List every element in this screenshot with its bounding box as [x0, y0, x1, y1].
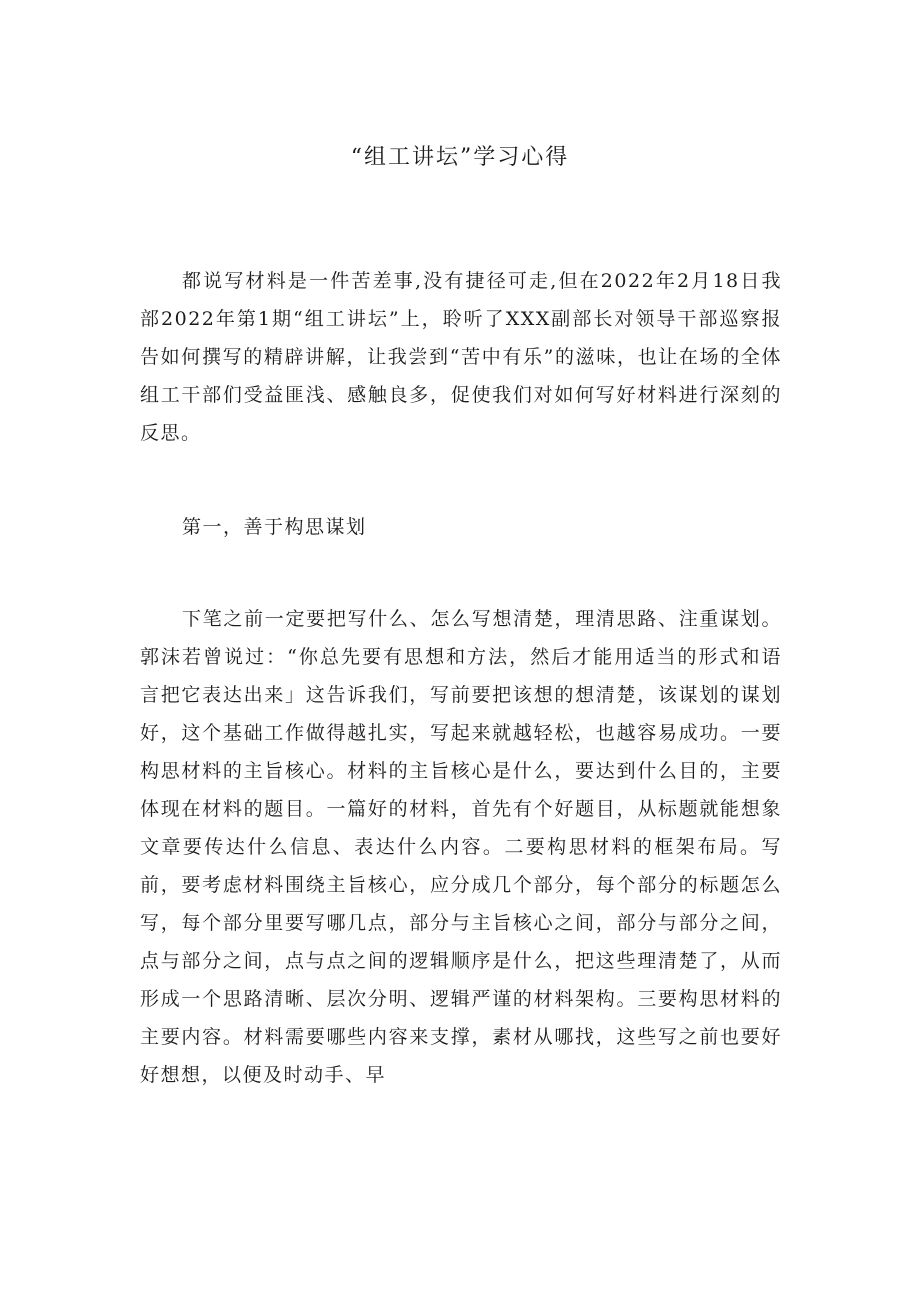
section-body-paragraph: 下笔之前一定要把写什么、怎么写想清楚，理清思路、注重谋划。郭沫若曾说过：“你总先要有思想和方法，然后才能用适当的形式和语言把它表达出来」这告诉我们，写前要把该想的想清楚，该谋划的谋划好，这个基础工作做得越扎实，写起来就越轻松，也越容易成功。一要构思材料的主旨核心。材料的主旨核心是什么，要达到什么目的，主要体现在材料的题目。一篇好的材料，首先有个好题目，从标题就能想象文章要传达什么信息、表达什么内容。二要构思材料的框架布局。写前，要考虑材料围绕主旨核心，应分成几个部分，每个部分的标题怎么写，每个部分里要写哪几点，部分与主旨核心之间，部分与部分之间，点与部分之间，点与点之间的逻辑顺序是什么，把这些理清楚了，从而形成一个思路清晰、层次分明、逻辑严谨的材料架构。三要构思材料的主要内容。材料需要哪些内容来支撑，素材从哪找，这些写之前也要好好想想，以便及时动手、早 — [140, 608, 782, 1086]
document-title: “组工讲坛”学习心得 — [350, 145, 570, 170]
section-heading: 第一，善于构思谋划 — [182, 516, 367, 538]
intro-paragraph: 都说写材料是一件苦差事,没有捷径可走,但在2022年2月18日我部2022年第1期“组工讲坛”上，聆听了XXX副部长对领导干部巡察报告如何撰写的精辟讲解，让我尝到“苦中有乐”的滋味，也让在场的全体组工干部们受益匪浅、感触良多，促使我们对如何写好材料进行深刻的反思。 — [140, 270, 782, 444]
